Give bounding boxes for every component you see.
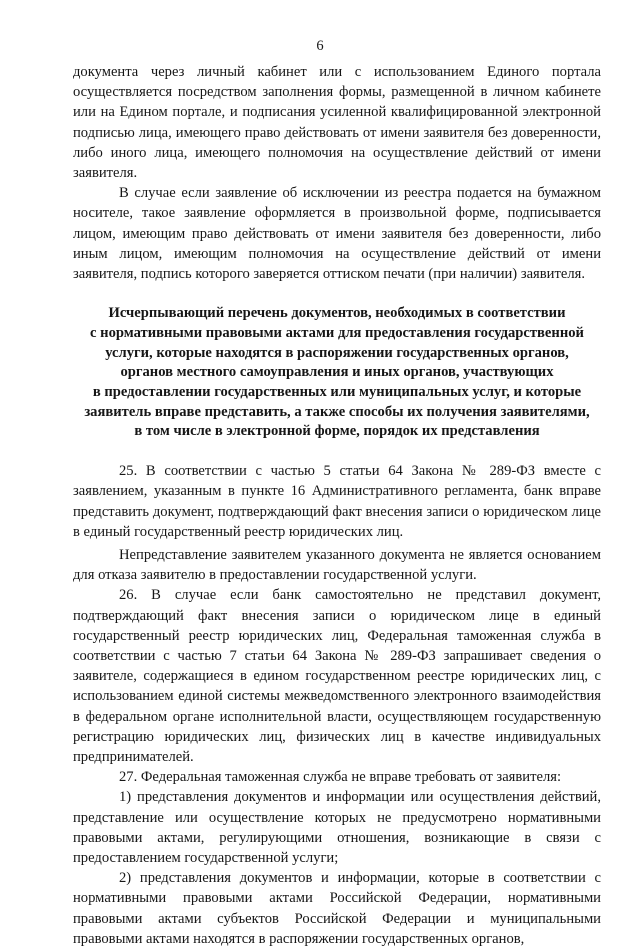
heading-line: заявитель вправе представить, а также способы их получения заявителями, bbox=[84, 403, 590, 420]
paragraph-subitem-2: 2) представления документов и информации, которые в соответствии с нормативными правовыми актами Российской Федерации, нормативными правовыми актами субъектов Российской Федерации и муниципальными правовыми актами находятся в распоряжении государственных органов, bbox=[73, 870, 601, 947]
heading-line: Исчерпывающий перечень документов, необходимых в соответствии bbox=[108, 305, 566, 322]
page-content bbox=[73, 62, 601, 949]
heading-line: органов местного самоуправления и иных органов, участвующих bbox=[120, 364, 554, 381]
heading-line: в том числе в электронной форме, порядок их представления bbox=[134, 423, 540, 440]
paragraph-non-submission: Непредставление заявителем указанного документа не является основанием для отказа заявителю в предоставлении государственной услуги. bbox=[73, 546, 601, 584]
section-heading bbox=[73, 304, 601, 442]
paragraph-item-25: 25. В соответствии с частью 5 статьи 64 Закона № 289-ФЗ вместе с заявлением, указанным в пункте 16 Административного регламента, банк вправе представить документ, подтверждающий факт внесения записи о юридическом лице в единый государственный реестр юридических лиц. bbox=[73, 463, 601, 540]
heading-line: с нормативными правовыми актами для предоставления государственной bbox=[90, 324, 584, 341]
heading-line: услуги, которые находятся в распоряжении государственных органов, bbox=[105, 344, 569, 361]
paragraph-continuation: документа через личный кабинет или с использованием Единого портала осуществляется посредством заполнения формы, размещенной в личном кабинете или на Едином портале, и подписания усиленной квалифицированной электронной подписью лица, имеющего право действовать от имени заявителя без доверенности, либо иного лица, имеющего полномочия на осуществление действий от имени заявителя. bbox=[73, 64, 601, 182]
paragraph-item-26: 26. В случае если банк самостоятельно не представил документ, подтверждающий факт внесения записи о юридическом лице в единый государственный реестр юридических лиц, Федеральная таможенная служба в соответствии с частью 7 статьи 64 Закона № 289-ФЗ запрашивает сведения о заявителе, содержащиеся в едином государственном реестре юридических лиц, с использованием единой системы межведомственного электронного взаимодействия в федеральном органе исполнительной власти, осуществляющем государственную регистрацию юридических лиц, физических лиц в качестве индивидуальных предпринимателей. bbox=[73, 587, 601, 765]
heading-line: в предоставлении государственных или муниципальных услуг, и которые bbox=[92, 384, 582, 401]
paragraph-subitem-1: 1) представления документов и информации или осуществления действий, представление или осуществление которых не предусмотрено нормативными правовыми актами, регулирующими отношения, возникающие в связи с предоставлением государственной услуги; bbox=[73, 789, 601, 867]
paragraph-item-27: 27. Федеральная таможенная служба не вправе требовать от заявителя: bbox=[119, 769, 561, 786]
paragraph-paper-application: В случае если заявление об исключении из реестра подается на бумажном носителе, такое заявление оформляется в произвольной форме, подписывается лицом, имеющим право действовать от имени заявителя без доверенности, либо иным лицом, имеющим полномочия на осуществление действий от имени заявителя, подпись которого заверяется оттиском печати (при наличии) заявителя. bbox=[73, 185, 601, 283]
page-number: 6 bbox=[316, 38, 324, 54]
